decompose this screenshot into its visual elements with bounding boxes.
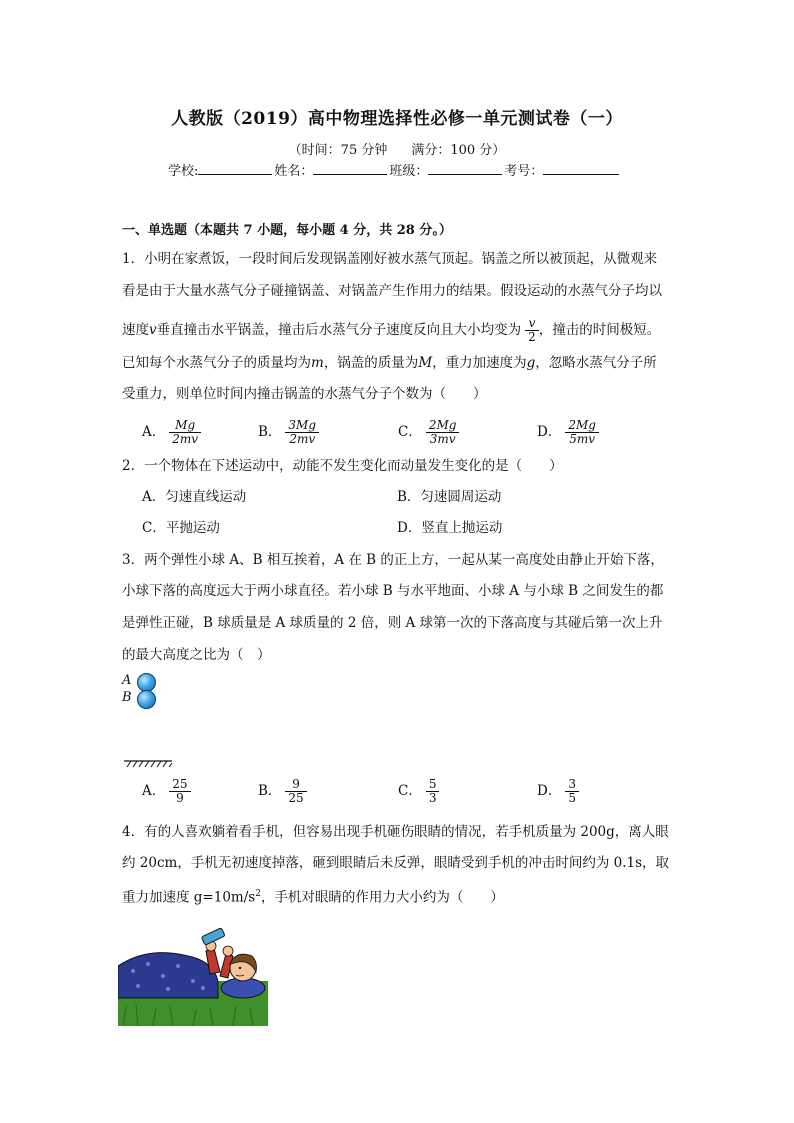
q1-line-2: 看是由于大量水蒸气分子碰撞锅盖、对锅盖产生作用力的结果。假设运动的水蒸气分子均以 — [122, 283, 662, 299]
q4-line-3: 重力加速度 $g=10m/s^2$，手机对眼睛的作用力大小约为（ ） — [122, 889, 504, 906]
q3-option-b[interactable]: B． $\frac{9}{25}$ — [258, 778, 307, 805]
q2-option-c[interactable]: C．平抛运动 — [142, 520, 220, 536]
class-label: 班级： — [389, 164, 429, 179]
q3-line-1: 3．两个弹性小球 A、B 相互挨着，A 在 B 的正上方，一起从某一高度处由静止开始下落， — [122, 552, 664, 568]
velocity-symbol: v — [149, 322, 157, 338]
q2-option-a[interactable]: A．匀速直线运动 — [142, 489, 247, 505]
class-field[interactable] — [428, 160, 502, 175]
half-velocity-fraction: $\frac{v}{2}$ — [525, 317, 539, 344]
section-heading: 一、单选题（本题共 7 小题，每小题 4 分，共 28 分。） — [122, 223, 452, 238]
q2-stem: 2．一个物体在下述运动中，动能不发生变化而动量发生变化的是（ ） — [122, 458, 563, 474]
number-field[interactable] — [543, 160, 619, 175]
q1-line-4: 已知每个水蒸气分子的质量均为m，锅盖的质量为M，重力加速度为g，忽略水蒸气分子所 — [122, 355, 657, 371]
q1-line-3: 速度v垂直撞击水平锅盖，撞击后水蒸气分子速度反向且大小均变为 $\frac{v}{2}$ ，撞击的时间极短。 — [122, 316, 661, 344]
school-label: 学校: — [168, 164, 199, 179]
q2-option-b[interactable]: B．匀速圆周运动 — [397, 489, 502, 505]
number-label: 考号： — [504, 164, 544, 179]
exam-time: （时间：75 分钟 — [288, 143, 388, 158]
exam-score: 满分：100 分） — [411, 143, 506, 158]
q1-option-b[interactable]: B． $\frac{3Mg}{2mv}$ — [258, 419, 319, 446]
exam-info — [0, 139, 794, 158]
name-label: 姓名： — [274, 164, 314, 179]
q3-option-c[interactable]: C． $\frac{5}{3}$ — [398, 778, 439, 805]
ball-b-icon — [137, 690, 156, 709]
q1-option-d[interactable]: D． $\frac{2Mg}{5mv}$ — [537, 419, 599, 446]
q1-line-1: 1．小明在家煮饭，一段时间后发现锅盖刚好被水蒸气顶起。锅盖之所以被顶起，从微观来 — [122, 251, 658, 267]
q3-option-d[interactable]: D． $\frac{3}{5}$ — [537, 778, 579, 805]
q1-option-c[interactable]: C． $\frac{2Mg}{3mv}$ — [398, 419, 459, 446]
q4-line-2: 约 20cm，手机无初速度掉落，砸到眼睛后未反弹，眼睛受到手机的冲击时间约为 0.1s，取 — [122, 855, 670, 871]
student-info-line — [168, 160, 621, 179]
q4-line-1: 4．有的人喜欢躺着看手机，但容易出现手机砸伤眼睛的情况，若手机质量为 200g，离人眼 — [122, 824, 669, 840]
ball-b-label: B — [122, 690, 132, 705]
page-title: 人教版（2019）高中物理选择性必修一单元测试卷（一） — [171, 109, 623, 129]
name-field[interactable] — [313, 160, 387, 175]
q3-option-a[interactable]: A． $\frac{25}{9}$ — [142, 778, 191, 805]
ball-a-label: A — [122, 673, 132, 688]
person-reading-phone-illustration — [118, 926, 268, 1026]
school-field[interactable] — [198, 160, 272, 175]
q3-line-4: 的最大高度之比为（ ） — [122, 647, 271, 663]
q2-option-d[interactable]: D．竖直上抛运动 — [397, 520, 503, 536]
ground-hatch-icon — [124, 760, 172, 768]
q1-line-5: 受重力，则单位时间内撞击锅盖的水蒸气分子个数为（ ） — [122, 386, 487, 402]
q1-option-a[interactable]: A． $\frac{Mg}{2mv}$ — [142, 419, 201, 446]
q3-line-2: 小球下落的高度远大于两小球直径。若小球 B 与水平地面、小球 A 与小球 B 之间发生的都 — [122, 583, 664, 599]
q3-line-3: 是弹性正碰，B 球质量是 A 球质量的 2 倍，则 A 球第一次的下落高度与其碰后第一次上升 — [122, 615, 663, 631]
